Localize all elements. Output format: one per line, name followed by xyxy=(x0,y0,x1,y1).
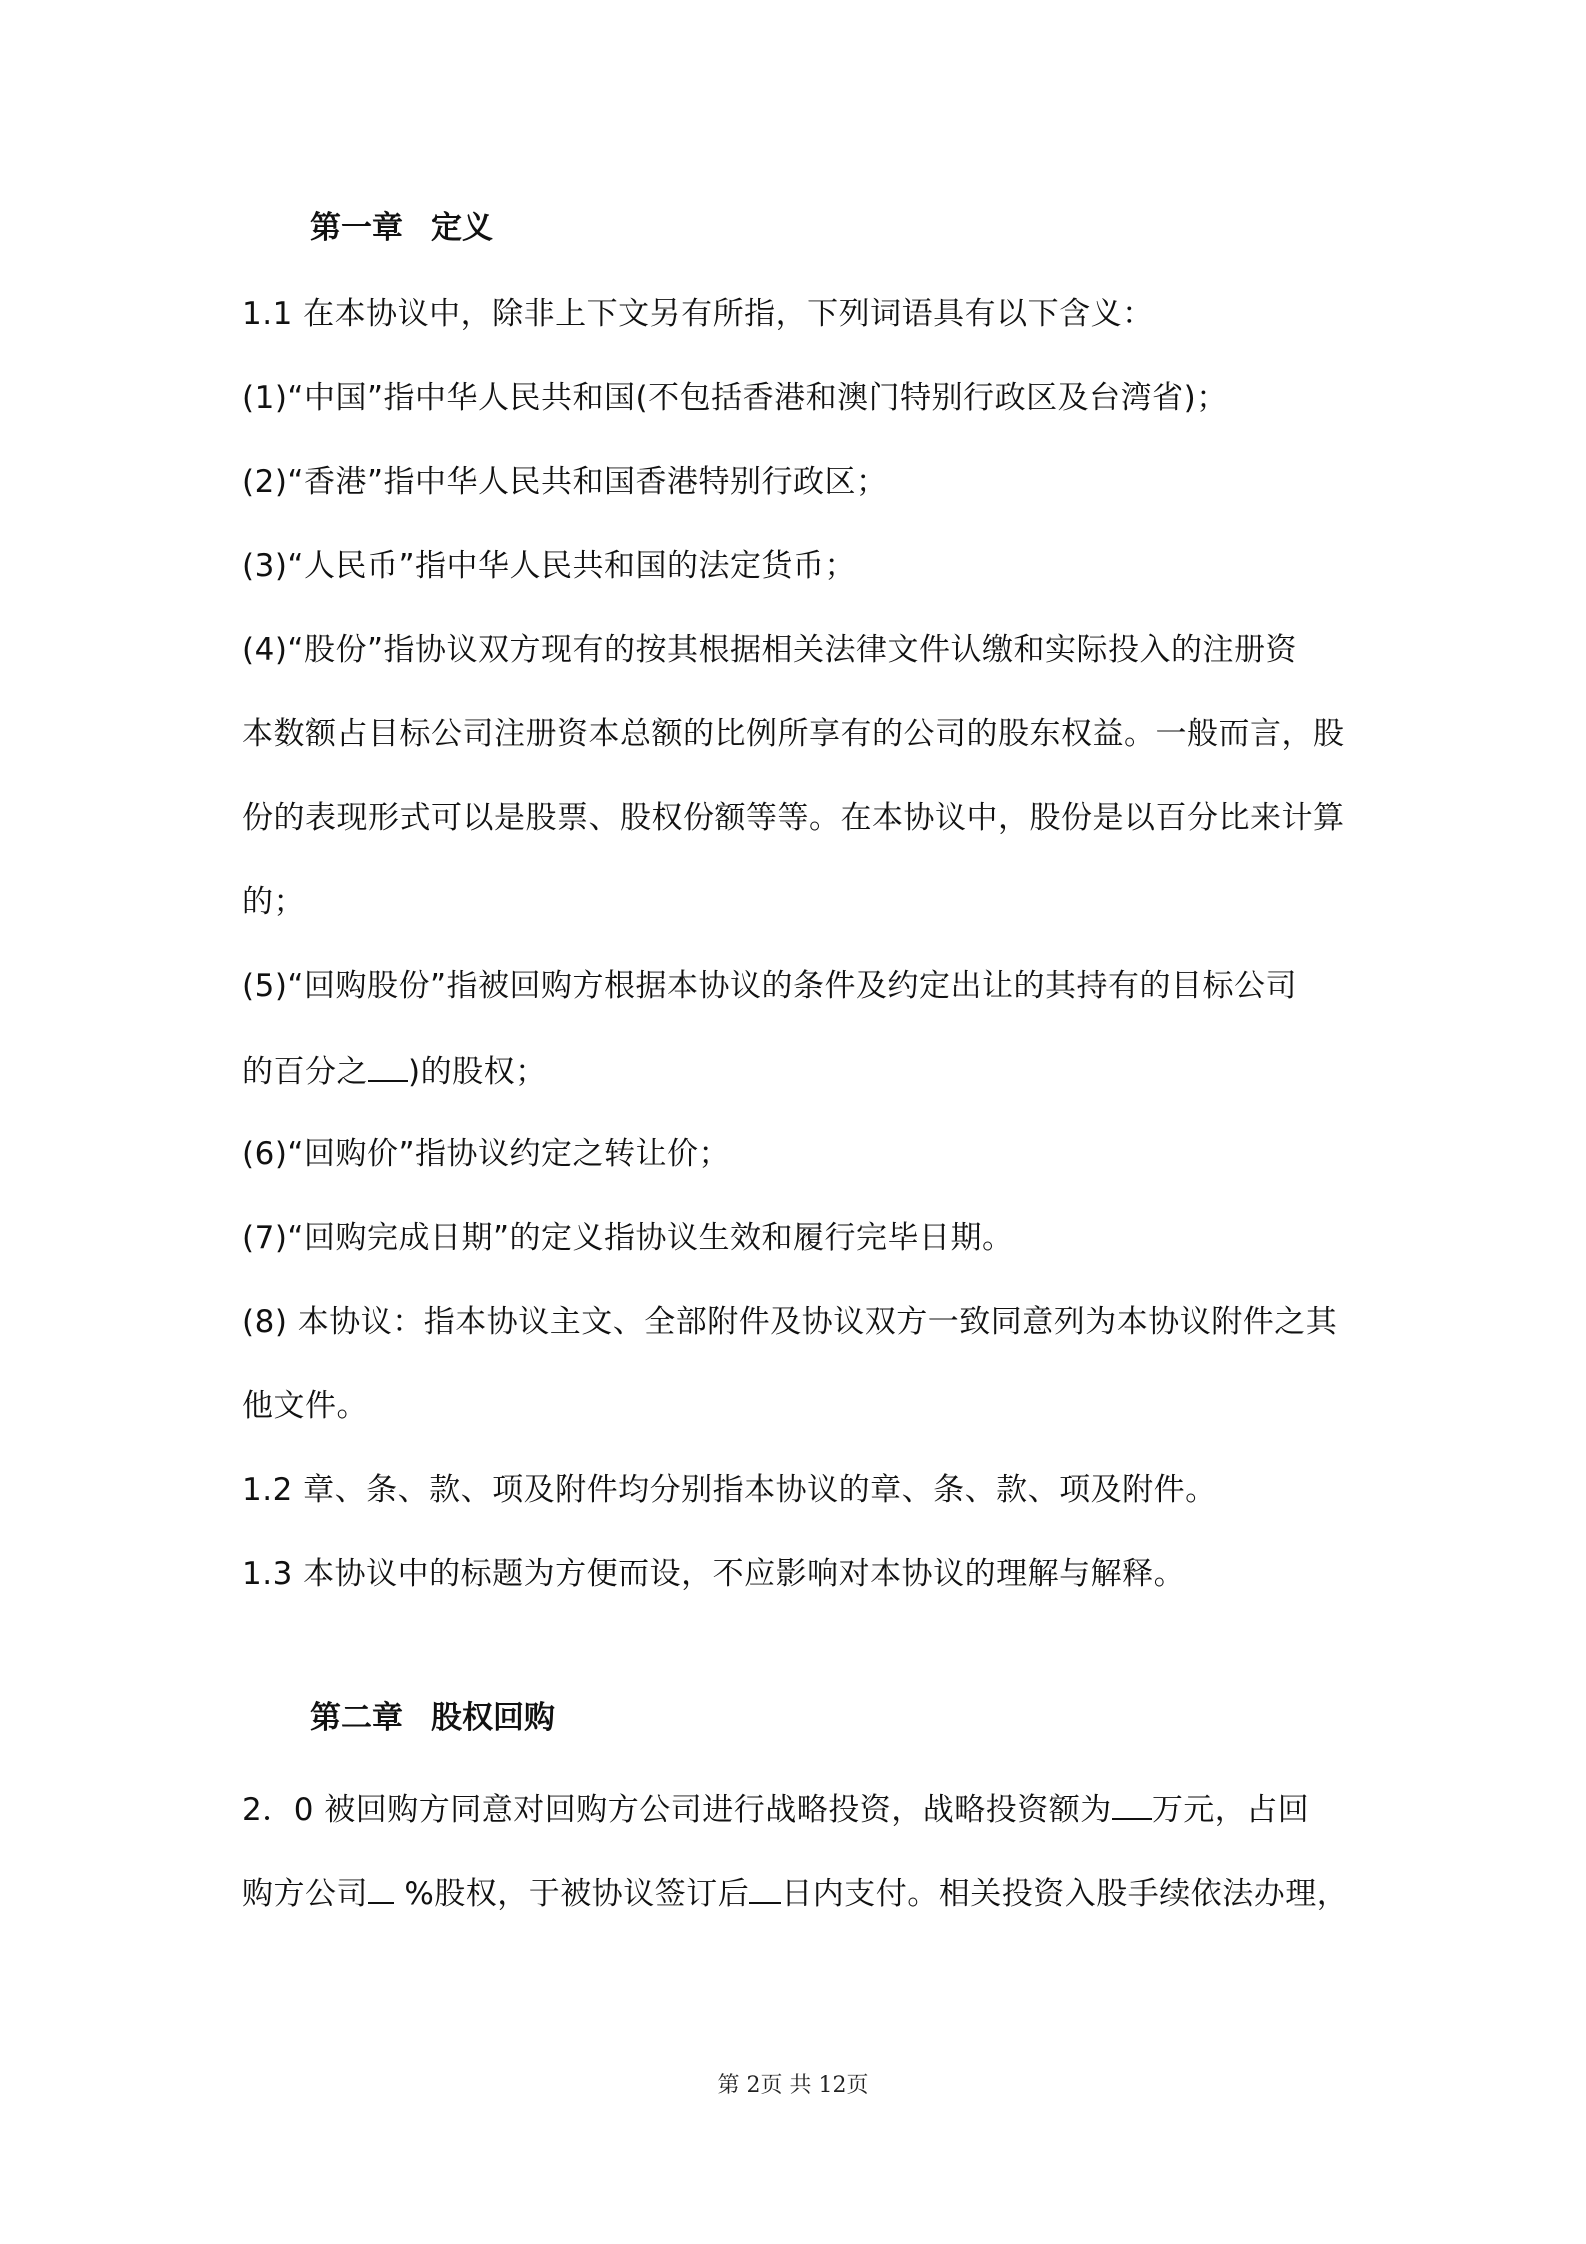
definition-7: (7)“回购完成日期”的定义指协议生效和履行完毕日期。 xyxy=(242,1220,1014,1256)
definition-8-line-2: 他文件。 xyxy=(242,1388,368,1424)
definition-1: (1)“中国”指中华人民共和国(不包括香港和澳门特别行政区及台湾省)； xyxy=(242,380,1228,416)
definition-4-line-3: 份的表现形式可以是股票、股权份额等等。在本协议中，股份是以百分比来计算 xyxy=(242,800,1345,836)
clause-2-0-line-2 xyxy=(242,1872,1348,1914)
definition-4-line-2: 本数额占目标公司注册资本总额的比例所享有的公司的股东权益。一般而言，股 xyxy=(242,716,1345,752)
chapter-number: 第二章 xyxy=(310,1700,403,1736)
text-segment: 日内支付。相关投资入股手续依法办理， xyxy=(781,1876,1349,1912)
text-segment: 的百分之 xyxy=(242,1054,368,1090)
text-segment: 购方公司 xyxy=(242,1876,368,1912)
chapter-number: 第一章 xyxy=(310,210,403,246)
chapter-title: 定义 xyxy=(431,210,493,246)
chapter-heading-2 xyxy=(310,1698,555,1738)
definition-6: (6)“回购价”指协议约定之转让价； xyxy=(242,1136,731,1172)
definition-8-line-1: (8) 本协议：指本协议主文、全部附件及协议双方一致同意列为本协议附件之其 xyxy=(242,1304,1338,1340)
fill-in-blank xyxy=(368,1050,408,1082)
clause-2-0-line-1 xyxy=(242,1788,1309,1830)
definition-5-line-2 xyxy=(242,1050,547,1092)
text-segment: 2．0 被回购方同意对回购方公司进行战略投资，战略投资额为 xyxy=(242,1792,1112,1828)
chapter-title: 股权回购 xyxy=(431,1700,555,1736)
clause-1-1: 1.1 在本协议中，除非上下文另有所指，下列词语具有以下含义： xyxy=(242,296,1154,332)
chapter-heading-1 xyxy=(310,208,493,248)
definition-4-line-4: 的； xyxy=(242,884,305,920)
text-segment: )的股权； xyxy=(408,1054,547,1090)
fill-in-blank xyxy=(749,1872,781,1904)
definition-5-line-1: (5)“回购股份”指被回购方根据本协议的条件及约定出让的其持有的目标公司 xyxy=(242,968,1298,1004)
definition-4-line-1: (4)“股份”指协议双方现有的按其根据相关法律文件认缴和实际投入的注册资 xyxy=(242,632,1298,668)
text-segment: 万元，占回 xyxy=(1151,1792,1310,1828)
clause-1-3: 1.3 本协议中的标题为方便而设，不应影响对本协议的理解与解释。 xyxy=(242,1556,1186,1592)
definition-3: (3)“人民币”指中华人民共和国的法定货币； xyxy=(242,548,857,584)
fill-in-blank xyxy=(1112,1788,1152,1820)
page-footer: 第 2页 共 12页 xyxy=(717,2073,869,2098)
fill-in-blank xyxy=(368,1872,394,1904)
clause-1-2: 1.2 章、条、款、项及附件均分别指本协议的章、条、款、项及附件。 xyxy=(242,1472,1217,1508)
text-segment: %股权，于被协议签订后 xyxy=(394,1876,750,1912)
definition-2: (2)“香港”指中华人民共和国香港特别行政区； xyxy=(242,464,888,500)
